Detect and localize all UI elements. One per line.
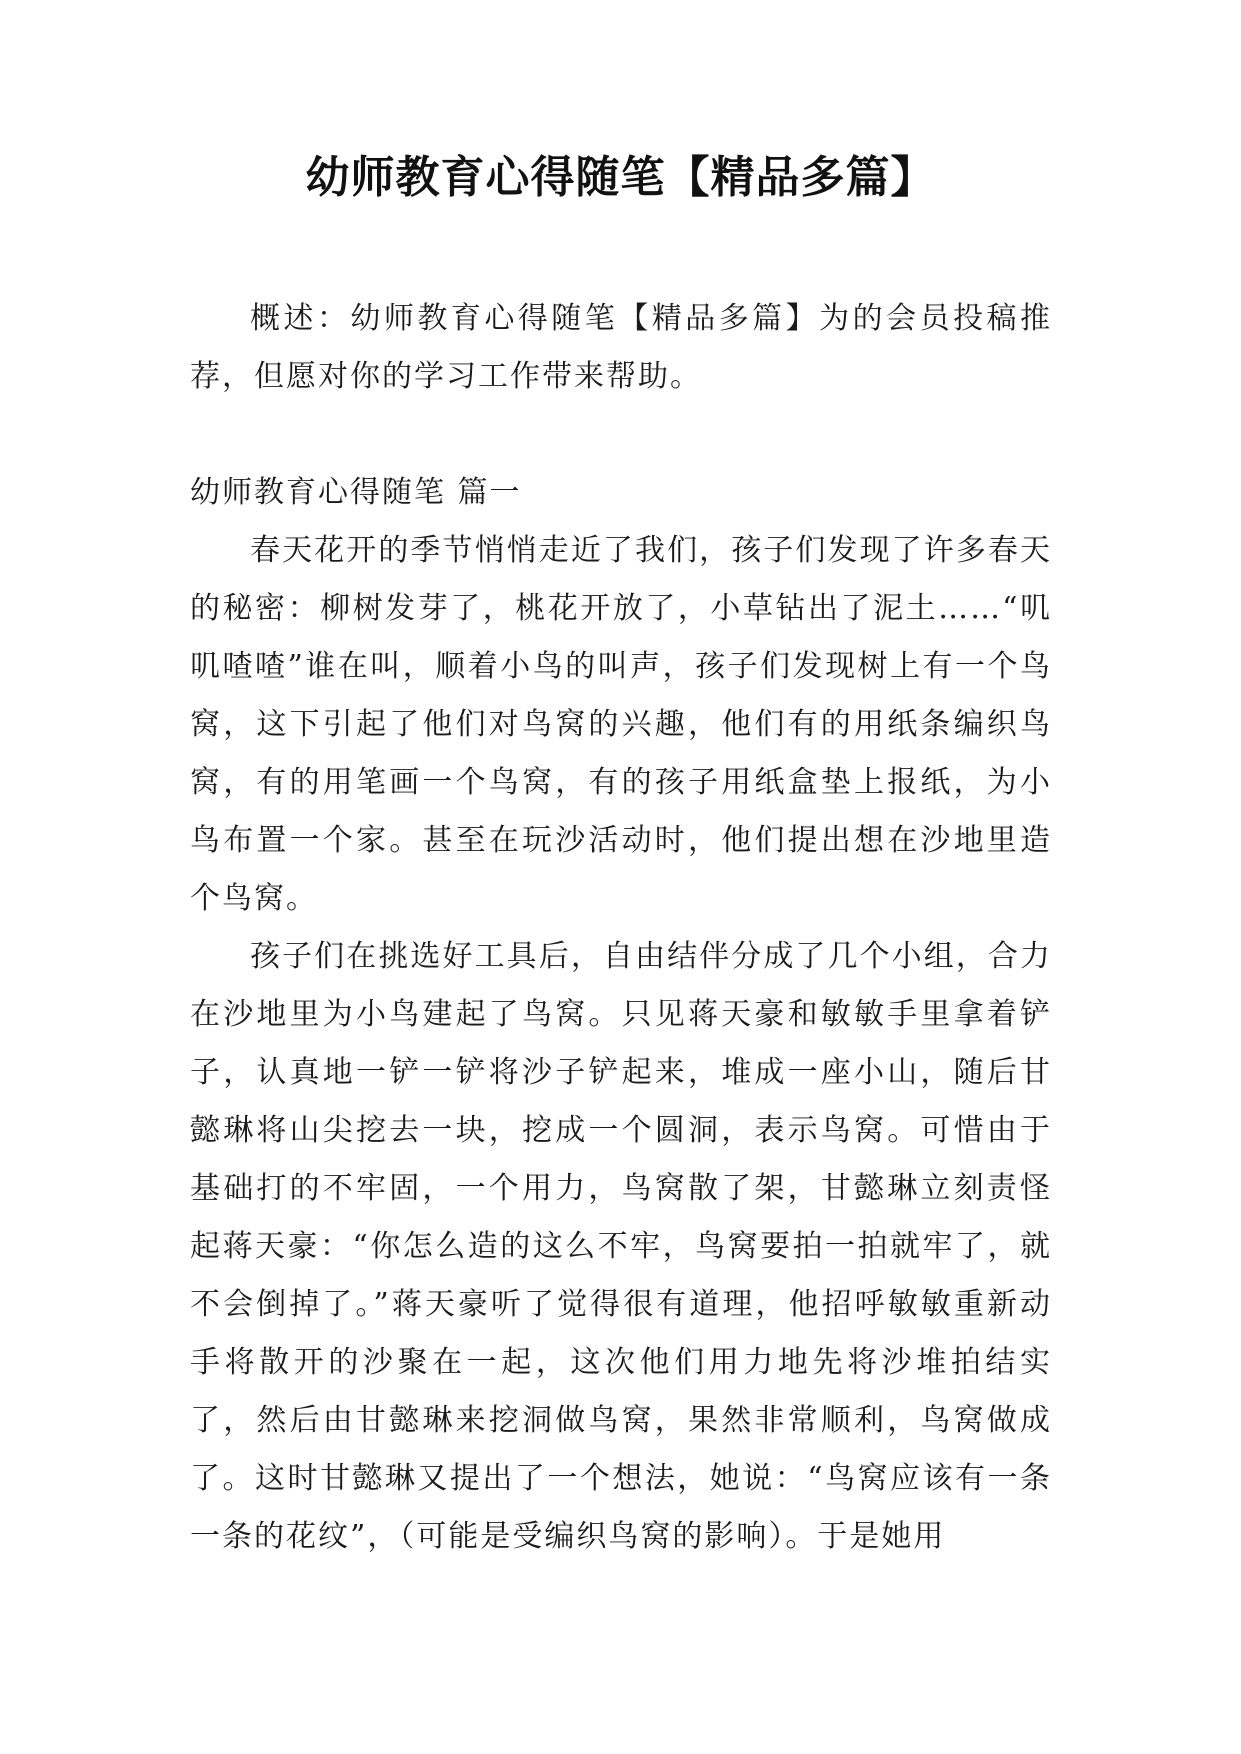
body-paragraph-1: 春天花开的季节悄悄走近了我们，孩子们发现了许多春天的秘密：柳树发芽了，桃花开放了，小草钻出了泥土……“叽叽喳喳”谁在叫，顺着小鸟的叫声，孩子们发现树上有一个鸟窝，这下引起了他们对鸟窝的兴趣，他们有的用纸条编织鸟窝，有的用笔画一个鸟窝，有的孩子用纸盒垫上报纸，为小鸟布置一个家。甚至在玩沙活动时，他们提出想在沙地里造个鸟窝。 bbox=[190, 533, 1052, 916]
document-title: 幼师教育心得随笔【精品多篇】 bbox=[305, 152, 936, 203]
document-body bbox=[190, 290, 1052, 1566]
summary-paragraph: 概述：幼师教育心得随笔【精品多篇】为的会员投稿推荐，但愿对你的学习工作带来帮助。 bbox=[190, 301, 1052, 394]
section-heading: 幼师教育心得随笔 篇一 bbox=[190, 475, 522, 510]
body-paragraph-2: 孩子们在挑选好工具后，自由结伴分成了几个小组，合力在沙地里为小鸟建起了鸟窝。只见蒋天豪和敏敏手里拿着铲子，认真地一铲一铲将沙子铲起来，堆成一座小山，随后甘懿琳将山尖挖去一块，挖成一个圆洞，表示鸟窝。可惜由于基础打的不牢固，一个用力，鸟窝散了架，甘懿琳立刻责怪起蒋天豪：“你怎么造的这么不牢，鸟窝要拍一拍就牢了，就不会倒掉了。”蒋天豪听了觉得很有道理，他招呼敏敏重新动手将散开的沙聚在一起，这次他们用力地先将沙堆拍结实了，然后由甘懿琳来挖洞做鸟窝，果然非常顺利，鸟窝做成了。这时甘懿琳又提出了一个想法，她说：“鸟窝应该有一条一条的花纹”，（可能是受编织鸟窝的影响）。于是她用 bbox=[190, 939, 1052, 1554]
